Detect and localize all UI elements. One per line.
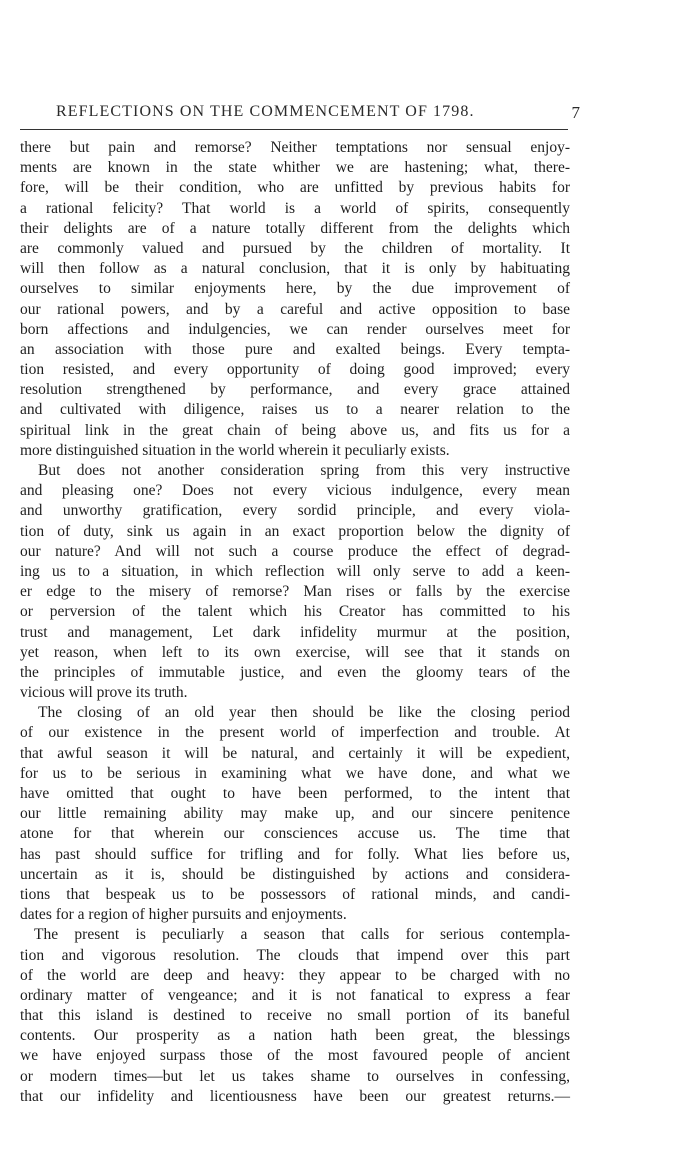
text-line: of the world are deep and heavy: they appear to be charged with no (20, 966, 570, 984)
text-line: yet reason, when left to its own exercise, will see that it stands on (20, 643, 570, 661)
text-line: trust and management, Let dark infidelity murmur at the position, (20, 623, 570, 641)
text-line: spiritual link in the great chain of being above us, and fits us for a (20, 421, 570, 439)
text-line: ordinary matter of vengeance; and it is not fanatical to express a fear (20, 986, 570, 1004)
body-text (20, 138, 570, 1107)
text-line: the principles of immutable justice, and even the gloomy tears of the (20, 663, 570, 681)
paragraph-start-line: The closing of an old year then should be like the closing period (38, 704, 570, 722)
text-line: uncertain as it is, should be distinguished by actions and considera- (20, 865, 570, 883)
text-line: for us to be serious in examining what we have done, and what we (20, 764, 570, 782)
text-line: and cultivated with diligence, raises us to a nearer relation to the (20, 401, 570, 419)
text-line: ing us to a situation, in which reflection will only serve to add a keen- (20, 562, 570, 580)
text-line: have omitted that ought to have been performed, to the intent that (20, 785, 570, 802)
text-line: or modern times—but let us takes shame to ourselves in confessing, (20, 1067, 570, 1085)
text-line: atone for that wherein our consciences accuse us. The time that (20, 825, 570, 843)
page-number: 7 (571, 103, 580, 122)
text-line: will then follow as a natural conclusion, that it is only by habituating (20, 260, 570, 278)
text-line: er edge to the misery of remorse? Man rises or falls by the exercise (20, 583, 570, 601)
text-line: are commonly valued and pursued by the children of mortality. It (20, 239, 570, 257)
text-line: fore, will be their condition, who are unfitted by previous habits for (20, 179, 570, 197)
text-line: resolution strengthened by performance, and every grace attained (20, 381, 570, 399)
text-line: and unworthy gratification, every sordid principle, and every viola- (20, 502, 570, 520)
text-line: our nature? And will not such a course produce the effect of degrad- (20, 542, 570, 560)
text-line: our little remaining ability may make up, and our sincere penitence (20, 805, 570, 823)
text-line: has past should suffice for trifling and for folly. What lies before us, (20, 845, 570, 863)
header-rule (20, 129, 568, 130)
paragraph-start-line: The present is peculiarly a season that calls for serious contempla- (34, 926, 570, 944)
text-line: that awful season it will be natural, and certainly it will be expedient, (20, 744, 570, 762)
running-head (20, 103, 580, 127)
paragraph-start-line: But does not another consideration spring from this very instructive (38, 462, 570, 479)
text-line: born affections and indulgencies, we can render ourselves meet for (20, 320, 570, 338)
text-line: contents. Our prosperity as a nation hath been great, the blessings (20, 1027, 570, 1045)
text-line: vicious will prove its truth. (20, 684, 188, 702)
text-line: and pleasing one? Does not every vicious indulgence, every mean (20, 482, 570, 500)
text-line: that this island is destined to receive no small portion of its baneful (20, 1007, 570, 1025)
text-line: our rational powers, and by a careful and active opposition to base (20, 300, 570, 318)
text-line: more distinguished situation in the world wherein it peculiarly exists. (20, 441, 450, 459)
text-line: there but pain and remorse? Neither temptations nor sensual enjoy- (20, 139, 570, 156)
text-line: their delights are of a nature totally different from the delights which (20, 219, 570, 237)
text-line: a rational felicity? That world is a world of spirits, consequently (20, 199, 570, 217)
text-line: ourselves to similar enjoyments here, by the due improvement of (20, 280, 570, 298)
text-line: tion resisted, and every opportunity of doing good improved; every (20, 361, 570, 379)
text-line: or perversion of the talent which his Creator has committed to his (20, 603, 570, 621)
text-line: tion of duty, sink us again in an exact proportion below the dignity of (20, 522, 570, 540)
text-line: an association with those pure and exalted beings. Every tempta- (20, 340, 570, 358)
text-line: ments are known in the state whither we are hastening; what, there- (20, 159, 570, 177)
running-head-title: REFLECTIONS ON THE COMMENCEMENT OF 1798. (56, 103, 475, 120)
text-line: tions that bespeak us to be possessors of rational minds, and candi- (20, 885, 570, 903)
text-line: that our infidelity and licentiousness have been our greatest returns.— (20, 1087, 570, 1105)
text-line: of our existence in the present world of imperfection and trouble. At (20, 724, 570, 742)
text-line: dates for a region of higher pursuits and enjoyments. (20, 906, 347, 924)
text-line: we have enjoyed surpass those of the most favoured people of ancient (20, 1047, 570, 1065)
text-line: tion and vigorous resolution. The clouds that impend over this part (20, 946, 570, 964)
